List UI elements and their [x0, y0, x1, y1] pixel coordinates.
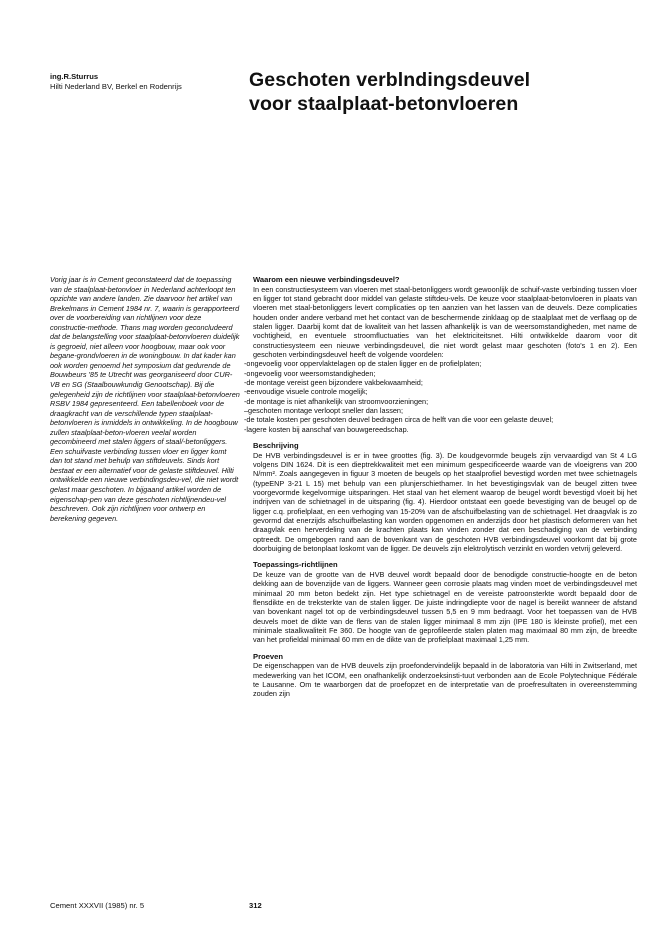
title-line-2: voor staalplaat-betonvloeren — [249, 93, 519, 115]
main-column — [244, 275, 637, 699]
section-heading-description: Beschrijving — [253, 441, 299, 451]
list-item: -de montage is niet afhankelijk van stroomvoorzieningen; — [244, 396, 429, 406]
author-affiliation: Hilti Nederland BV, Berkel en Rodenrijs — [50, 81, 182, 91]
article-title — [249, 68, 649, 116]
page-number: 312 — [249, 901, 262, 910]
advantages-list — [244, 359, 637, 434]
section-heading-why: Waarom een nieuwe verbindingsdeuvel? — [253, 275, 400, 284]
author-name: ing.R.Sturrus — [50, 72, 99, 81]
section-body-guidelines: De keuze van de grootte van de HVB deuvel wordt bepaald door de benodigde constructie-hoogte en de beton dekking aan de bovenzijde van de liggers. Wanneer geen corrosie plaats mag vinden moet de verbindingsdeuvel met minimaal 20 mm beton bedekt zijn. Het type schietnagel en de vereiste patroonsterkte wordt bepaald door de flensdikte en de treksterkte van de stalen ligger. De juiste indringdiepte voor de nagel is bereikt wanneer de afstand van bovenkant nagel tot op de verbindingsdeuvel tussen 5,5 en 9 mm bedraagt. Voor het toepassen van de HVB deuvels moet de dikte van de flens van de stalen ligger minimaal 8 mm zijn (IPE 180 is kleinste profiel), met een minimale staalkwaliteit Fe 360. De hoogte van de geprofileerde stalen platen mag maximaal 80 mm zijn, de breedte van het profieldal minimaal 60 mm en de dikte van de profielplaat maximaal 1,25 mm. — [253, 570, 637, 645]
list-item: –geschoten montage verloopt sneller dan lassen; — [244, 406, 404, 416]
section-heading-guidelines: Toepassings-richtlijnen — [253, 560, 338, 570]
title-line-1: Geschoten verblndingsdeuvel — [249, 69, 531, 91]
list-item: -ongevoelig voor weersomstandigheden; — [244, 368, 376, 378]
list-item: -eenvoudige visuele controle mogelijk; — [244, 387, 368, 397]
journal-footer: Cement XXXVII (1985) nr. 5 — [50, 901, 145, 910]
list-item: -de totale kosten per geschoten deuvel bedragen circa de helft van die voor een gelaste deuvel; — [244, 415, 554, 425]
section-body-description: De HVB verbindingsdeuvel is er in twee groottes (fig. 3). De koudgevormde beugels zijn vervaardigd van St 4 LG volgens DIN 1624. Dit is een dieptrekkwaliteit met een minimum gespecificeerde waarde van de vloeigrens van 200 N/mm². Zoals aangegeven in figuur 3 moeten de beugels op het staalprofiel bevestigd worden met twee schietnagels (typeENP 3-21 L 15) met behulp van een plunjerschiethamer. In het bevestigingsvlak van de beugel zitten twee voorgevormde kegelvormige uitsparingen. Het staal van het element waarop de beugel wordt bevestigd vloeit bij het indrijven van de schietnagel in de uitsparing (fig. 4). Hierdoor ontstaat een goede bevestiging van de beugel op de ligger c.q. profielplaat, en een verhoging van 15-20% van de afschuifbelasting van de schietnagel. Het draagvlak is zo gevormd dat enerzijds afschuifbelasting kan worden opgenomen en anderzijds door het plastisch deformeren van het draagvlak een herverdeling van de krachten plaats kan vinden zonder dat een beschadiging van de verbinding optreedt. De omgebogen rand aan de bovenkant van de geschoten HVB verbindingsdeuvel voorkomt dat bij grote doorbuiging de betonplaat loskomt van de ligger. De deuvels zijn elektrolytisch verzinkt en worden vetvrij geleverd. — [253, 450, 637, 554]
list-item: -de montage vereist geen bijzondere vakbekwaamheid; — [244, 378, 423, 388]
section-body-tests: De eigenschappen van de HVB deuvels zijn proefondervindelijk bepaald in de laboratoria van Hilti in Zwitserland, met medewerking van het ICOM, een onafhankelijk onderzoeksinsti-tuut verbonden aan de Ecole Polytechnique Fédérale te Lausanne. Om te waarborgen dat de proefopzet en de interpretatie van de proefresultaten in overeenstemming zouden zijn — [253, 661, 637, 699]
list-item: -ongevoelig voor oppervlaktelagen op de stalen ligger en de profielplaten; — [244, 359, 482, 369]
section-heading-tests: Proeven — [253, 651, 283, 661]
author-block — [50, 72, 182, 91]
intro-column: Vorig jaar is in Cement geconstateerd dat de toepassing van de staalplaat-betonvloer in Nederland achterloopt ten opzichte van andere landen. Zie daarvoor het artikel van Brekelmans in Cement 1984 nr. 7, waarin is gerapporteerd over de voorbereiding van richtlijnen voor deze constructie-methode. Thans mag worden geconcludeerd dat de belangstelling voor staalplaat-betonvloeren duidelijk is gegroeid, niet alleen voor hoogbouw, maar ook voor begane-grondvloeren in de woningbouw. In dat kader kan ook worden genoemd het symposium dat gedurende de Bouwbeurs '85 te Utrecht was georganiseerd door CUR-VB en SG (Staalbouwkundig Genootschap). Bij die gelegenheid zijn de richtlijnen voor staalplaat-betonvloeren RSBV 1984 gepresenteerd. Een tabellenboek voor de draagkracht van de verschillende typen staalplaat-betonvloeren is inmiddels in ontwikkeling. In de hoogbouw zullen staalplaat-beton-vloeren veelal worden gecombineerd met stalen liggers of staal/-betonliggers. Een schuifvaste verbinding tussen vloer en ligger komt dan tot stand met behulp van stiftdeuvels. Sinds kort bestaat er een alternatief voor de gelaste stiftdeuvel. Hilti ontwikkelde een nieuwe verbindingsdeu-vel, die niet wordt gelast maar geschoten. In bijgaand artikel worden de eigenschap-pen van deze geschoten richtlijnendeu-vel beschreven. Ook zijn richtlijnen voor ontwerp en berekening gegeven. — [50, 275, 240, 523]
section-body-why: In een constructiesysteem van vloeren met staal-betonliggers wordt gewoonlijk de schuif-vaste verbinding tussen vloer en ligger tot stand gebracht door middel van gelaste stiftdeu-vels. De keuze voor staalplaat-betonvloeren in plaats van vloeren met staal-betonliggers levert complicaties op ten aanzien van het lassen van de deuvels. Deze complicaties houden onder andere verband met het contact van de beschermende zinklaag op de staalplaat met de verflaag op de stalen ligger. Daarbij komt dat de kwaliteit van het lassen afhankelijk is van de weersomstandigheden, met name de vochtigheid, en eventuele stroomfluctuaties van het elektriciteitsnet. Hilti ontwikkelde daarom voor dit constructiesysteem een nieuwe verbindingsdeuvel, die niet wordt gelast maar geschoten (foto's 1 en 2). Een geschoten verbindingsdeuvel heeft de volgende voordelen: — [253, 284, 637, 359]
list-item: -lagere kosten bij aanschaf van bouwgereedschap. — [244, 424, 409, 434]
